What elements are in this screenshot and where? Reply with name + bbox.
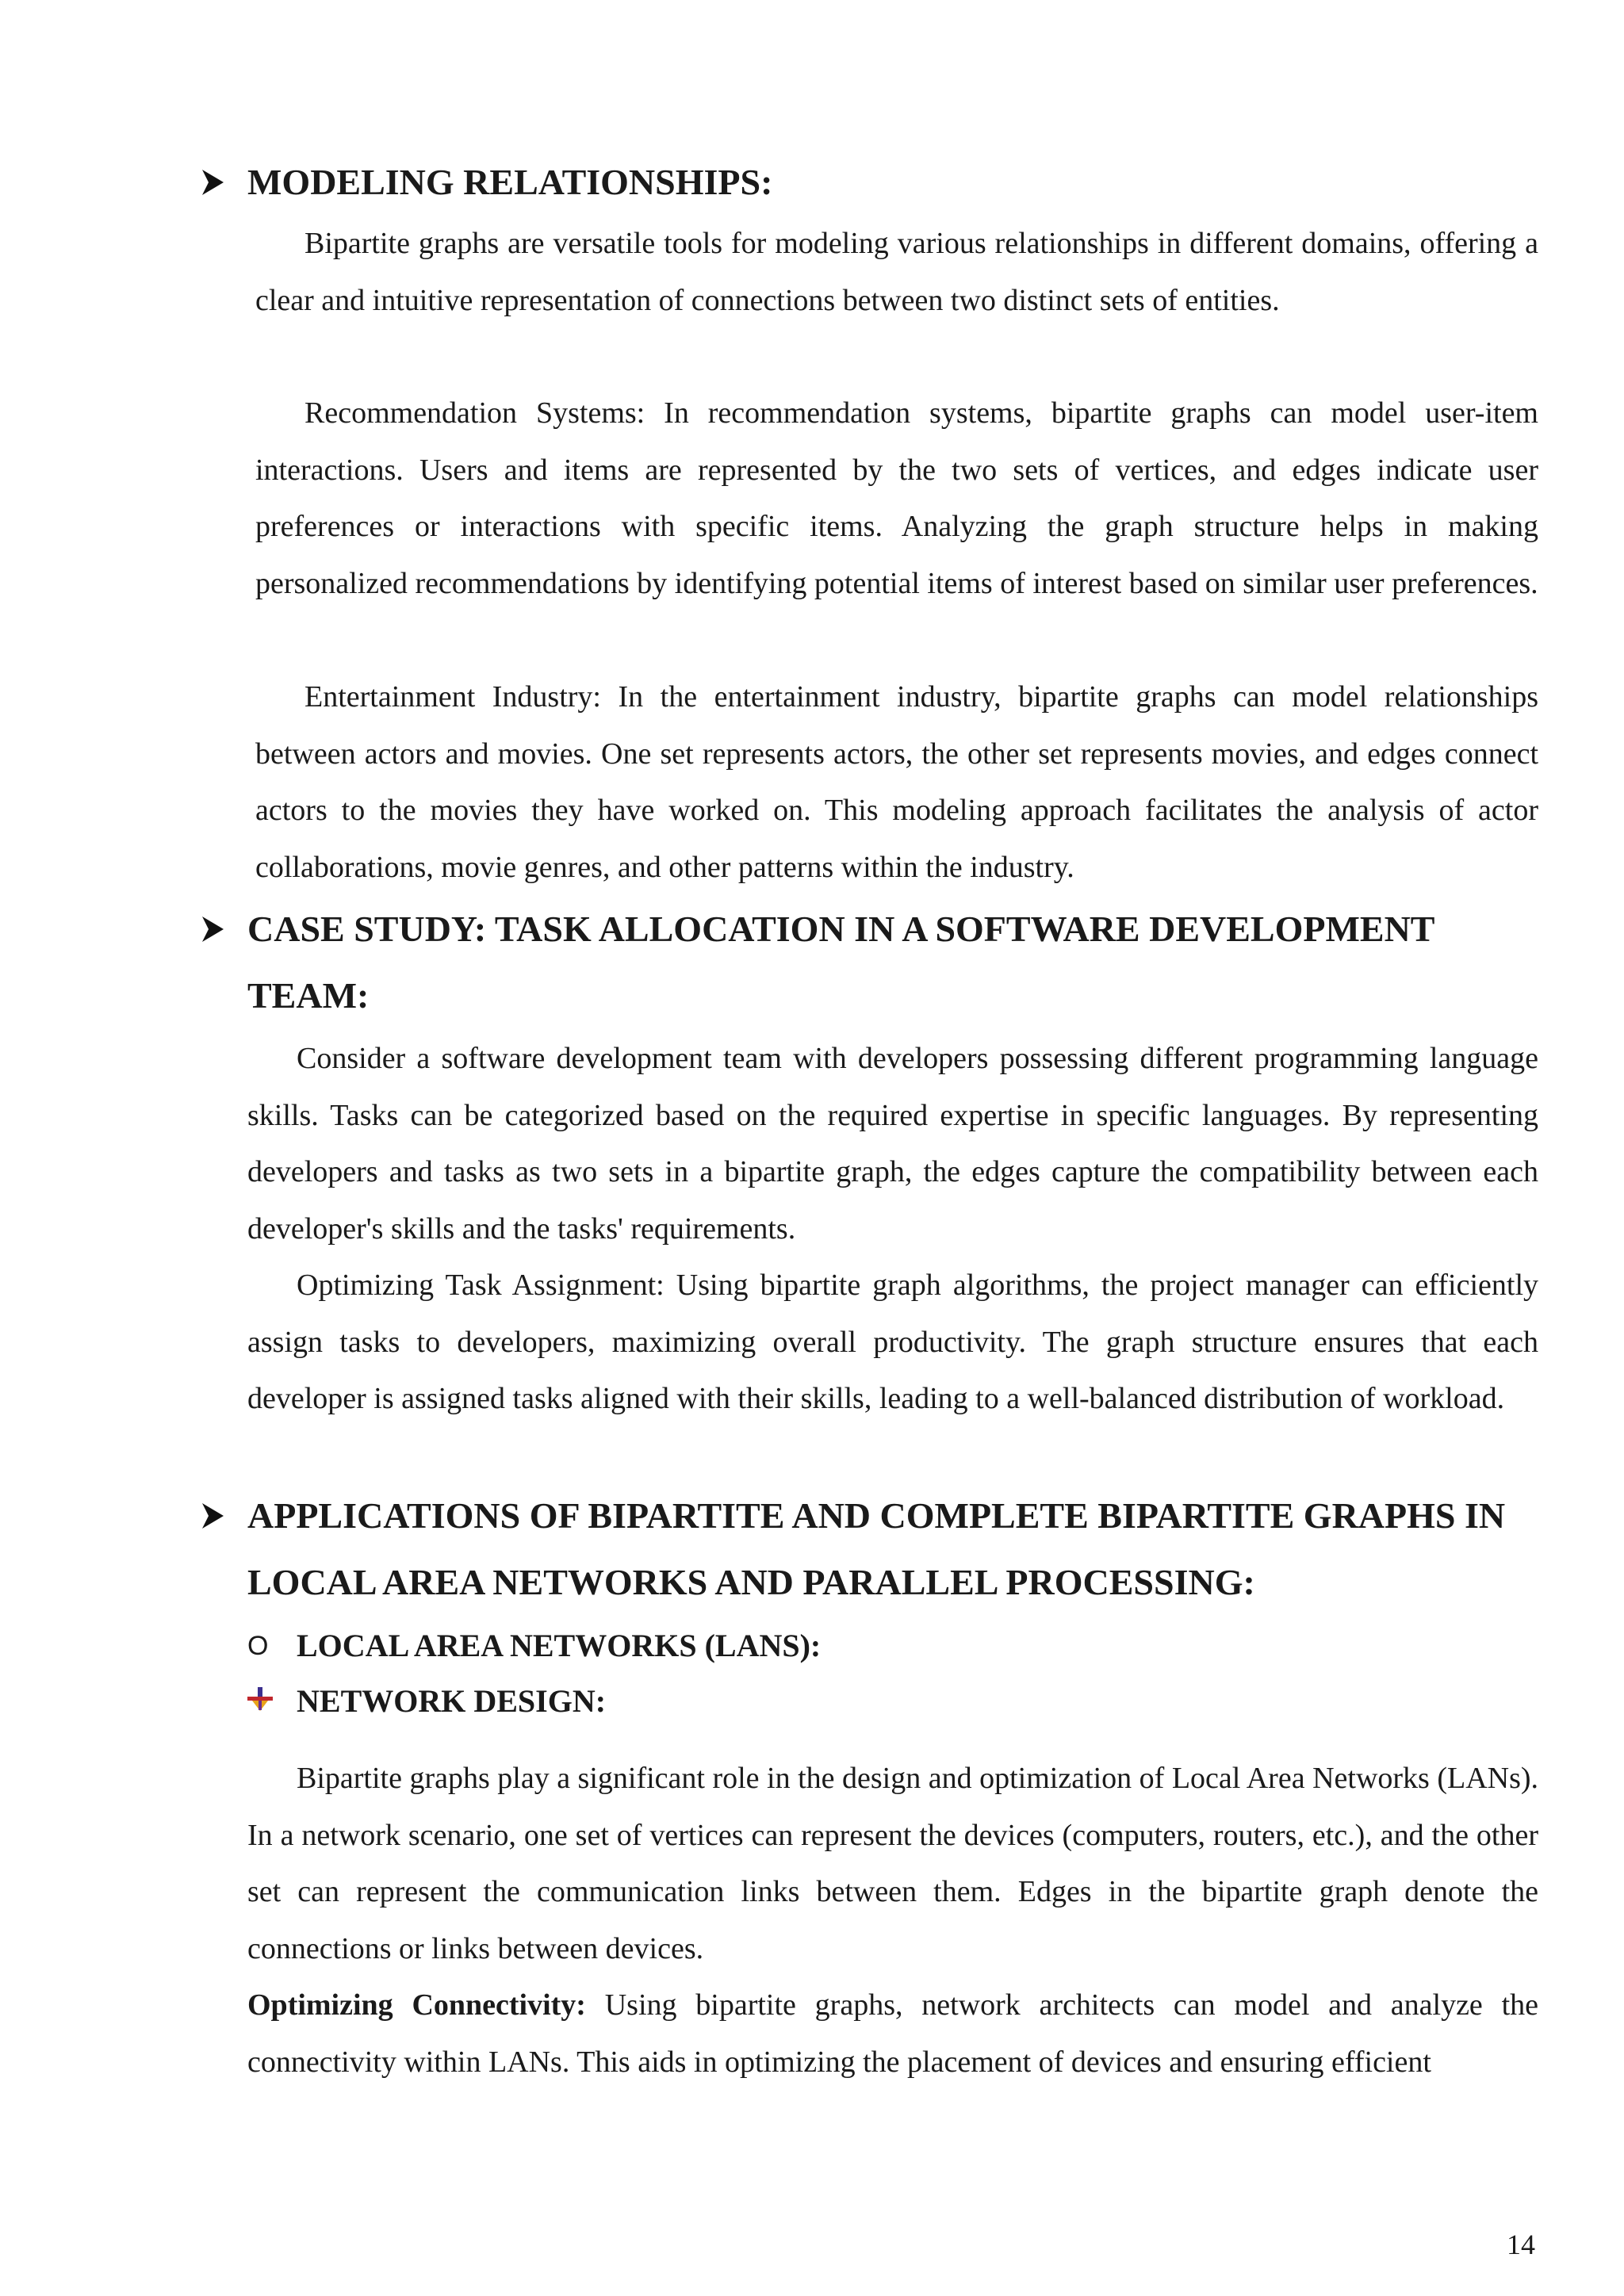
paragraph-case-study-intro: Consider a software development team with developers possessing different programming language skills. Tasks can be categorized based on the required expertise in specific languages. By representing developers and tasks as two sets in a bipartite graph, the edges capture the compatibility between each developer's skills and the tasks' requirements. [247, 1042, 1538, 1246]
optimizing-connectivity-label: Optimizing Connectivity: [247, 1988, 586, 2022]
circle-bullet: O [247, 1631, 269, 1661]
page-number: 14 [1507, 2229, 1535, 2260]
paragraph-entertainment-industry: Entertainment Industry: In the entertainment industry, bipartite graphs can model relationships between actors and movies. One set represents actors, the other set represents movies, and edges connect actors to the movies they have worked on. This modeling approach facilitates the analysis of actor collaborations, movie genres, and other patterns within the industry. [255, 680, 1538, 884]
down-arrow-bullet-icon [246, 1686, 274, 1714]
subheading-local-area-networks: LOCAL AREA NETWORKS (LANS): [297, 1628, 822, 1663]
arrow-bullet-icon [200, 1500, 227, 1532]
paragraph-recommendation-systems: Recommendation Systems: In recommendation systems, bipartite graphs can model user-item interactions. Users and items are represented by the two sets of vertices, and edges indicate user preferences or interactions with specific items. Analyzing the graph structure helps in making personalized recommendations by identifying potential items of interest based on similar user preferences. [255, 396, 1538, 600]
paragraph-network-design: Bipartite graphs play a significant role in the design and optimization of Local Area Networks (LANs). In a network scenario, one set of vertices can represent the devices (computers, routers, etc.), and the other set can represent the communication links between them. Edges in the bipartite graph denote the connections or links between devices. [247, 1762, 1539, 1965]
paragraph-modeling-intro: Bipartite graphs are versatile tools for modeling various relationships in different domains, offering a clear and intuitive representation of connections between two distinct sets of entities. [255, 227, 1538, 317]
heading-modeling-relationships: MODELING RELATIONSHIPS: [247, 162, 773, 202]
arrow-bullet-icon [200, 913, 227, 945]
arrow-bullet-icon [200, 166, 227, 198]
paragraph-optimizing-connectivity [247, 1977, 1538, 2091]
heading-case-study: CASE STUDY: TASK ALLOCATION IN A SOFTWARE DEVELOPMENT TEAM: [247, 909, 1434, 1016]
optimizing-connectivity-text: Using bipartite graphs, network architects can model and analyze the connectivity within LANs. This aids in optimizing the placement of devices and ensuring efficient [247, 1988, 1538, 2079]
heading-applications: APPLICATIONS OF BIPARTITE AND COMPLETE BIPARTITE GRAPHS IN LOCAL AREA NETWORKS AND PARALLEL PROCESSING: [247, 1495, 1506, 1602]
subheading-network-design: NETWORK DESIGN: [297, 1683, 607, 1719]
paragraph-optimizing-task-assignment: Optimizing Task Assignment: Using bipartite graph algorithms, the project manager can efficiently assign tasks to developers, maximizing overall productivity. The graph structure ensures that each developer is assigned tasks aligned with their skills, leading to a well-balanced distribution of workload. [247, 1269, 1538, 1415]
